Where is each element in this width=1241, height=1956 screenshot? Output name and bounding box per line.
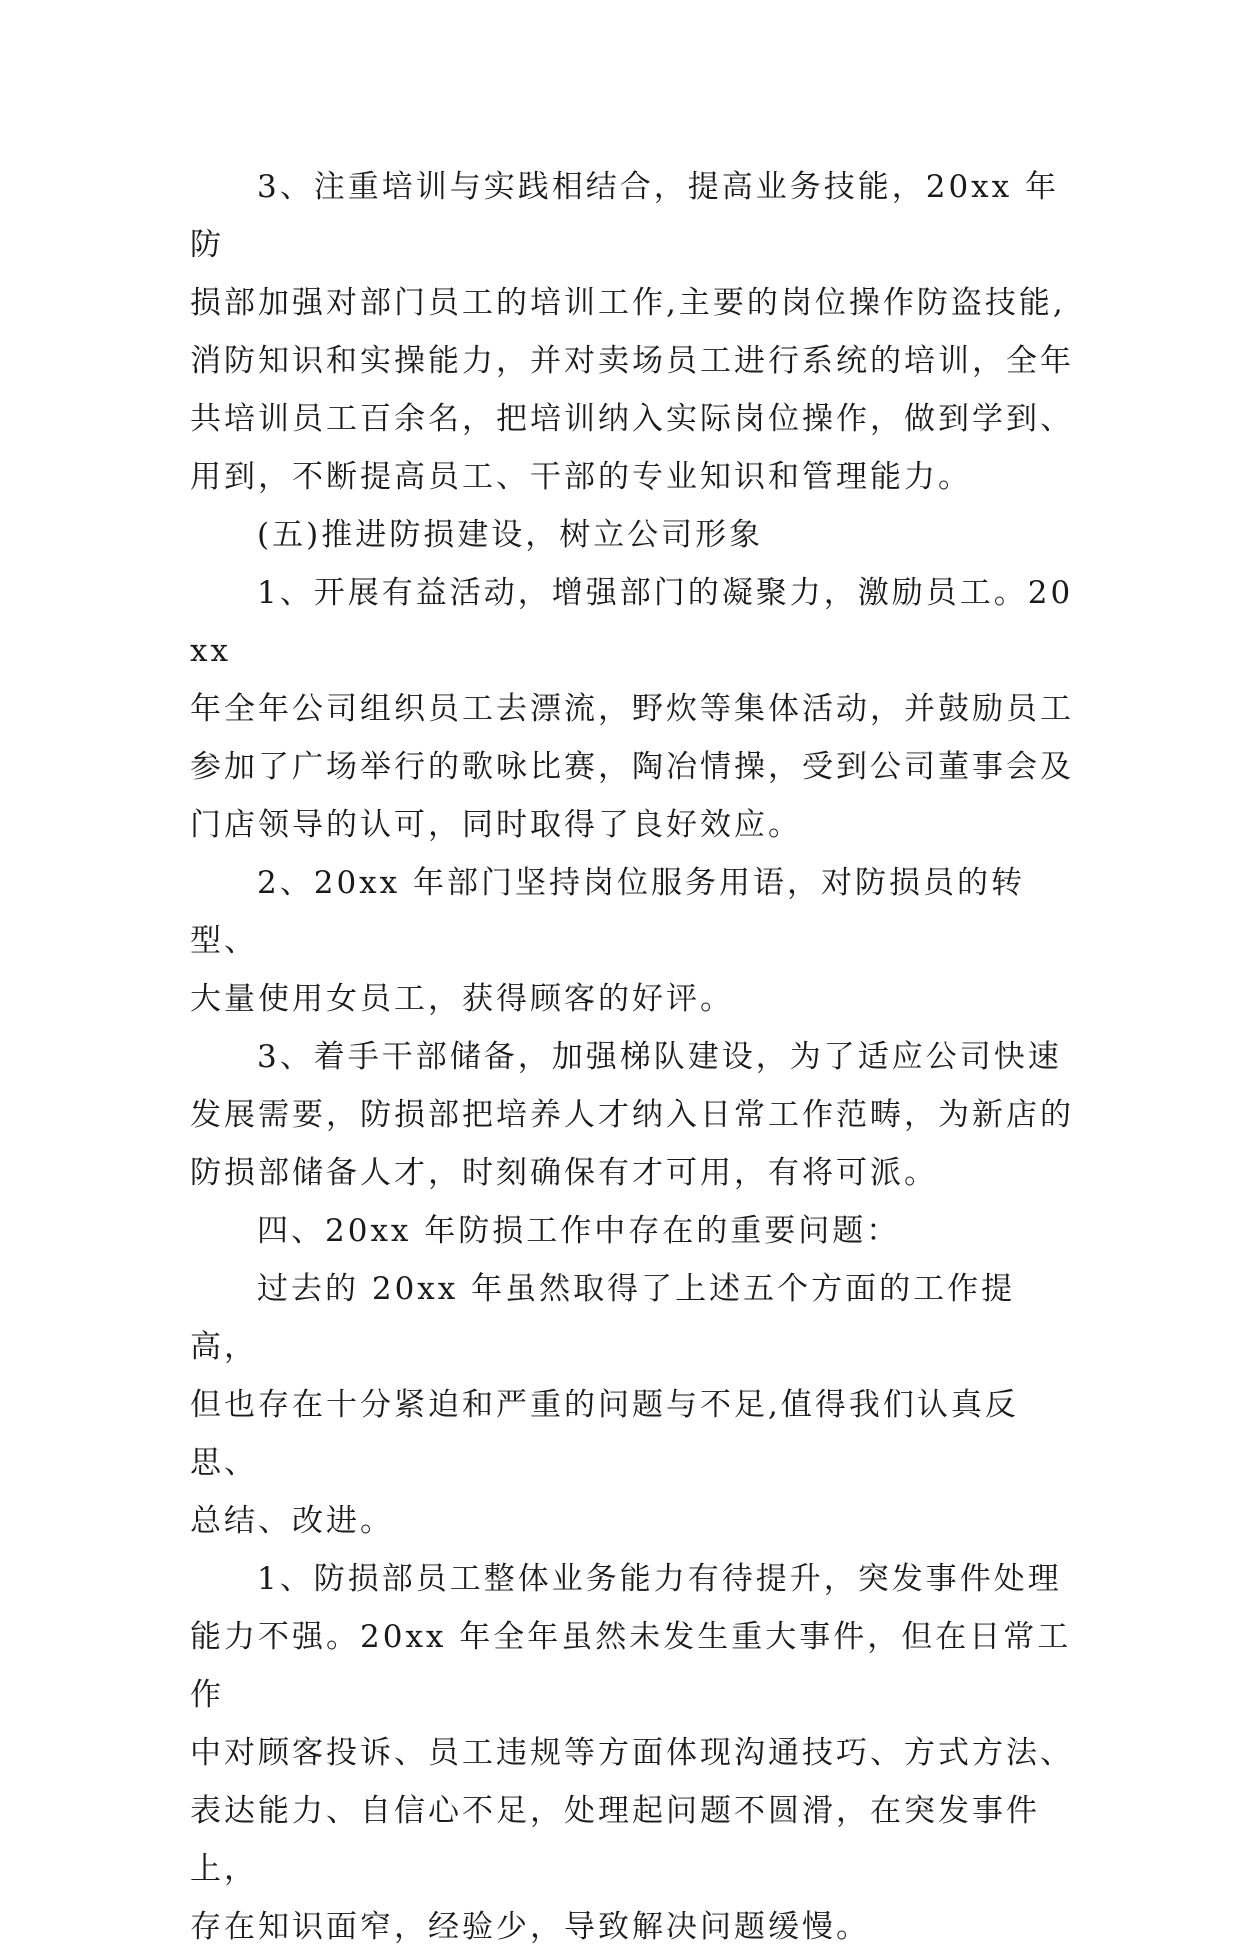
paragraph-service-language: 2、20xx 年部门坚持岗位服务用语，对防损员的转型、 大量使用女员工，获得顾客的好评。 (190, 865, 1025, 1017)
paragraph-problems-intro: 过去的 20xx 年虽然取得了上述五个方面的工作提高， 但也存在十分紧迫和严重的问题与不足,值得我们认真反思、 总结、改进。 (190, 1271, 1019, 1539)
paragraph-cadre-reserve: 3、着手干部储备，加强梯队建设，为了适应公司快速 发展需要，防损部把培养人才纳入日常工作范畴，为新店的 防损部储备人才，时刻确保有才可用，有将可派。 (190, 1039, 1074, 1191)
section-heading-four: 四、20xx 年防损工作中存在的重要问题： (257, 1213, 901, 1249)
paragraph-problem-one: 1、防损部员工整体业务能力有待提升，突发事件处理 能力不强。20xx 年全年虽然未发生重大事件，但在日常工作 中对顾客投诉、员工违规等方面体现沟通技巧、方式方法、 表达能力、自信心不足，处理起问题不圆滑，在突发事件上， 存在知识面窄，经验少，导致解决问题缓慢。 (190, 1561, 1074, 1945)
paragraph-activities: 1、开展有益活动，增强部门的凝聚力，激励员工。20xx 年全年公司组织员工去漂流，野炊等集体活动，并鼓励员工 参加了广场举行的歌咏比赛，陶冶情操，受到公司董事会及 门店领导的认可，同时取得了良好效应。 (190, 575, 1074, 843)
document-body (190, 158, 1080, 1956)
section-heading-five: (五)推进防损建设，树立公司形象 (257, 517, 764, 553)
paragraph-training: 3、注重培训与实践相结合，提高业务技能，20xx 年防 损部加强对部门员工的培训工作,主要的岗位操作防盗技能, 消防知识和实操能力，并对卖场员工进行系统的培训，全年 共培训员工百余名，把培训纳入实际岗位操作，做到学到、 用到，不断提高员工、干部的专业知识和管理能力。 (190, 169, 1074, 495)
